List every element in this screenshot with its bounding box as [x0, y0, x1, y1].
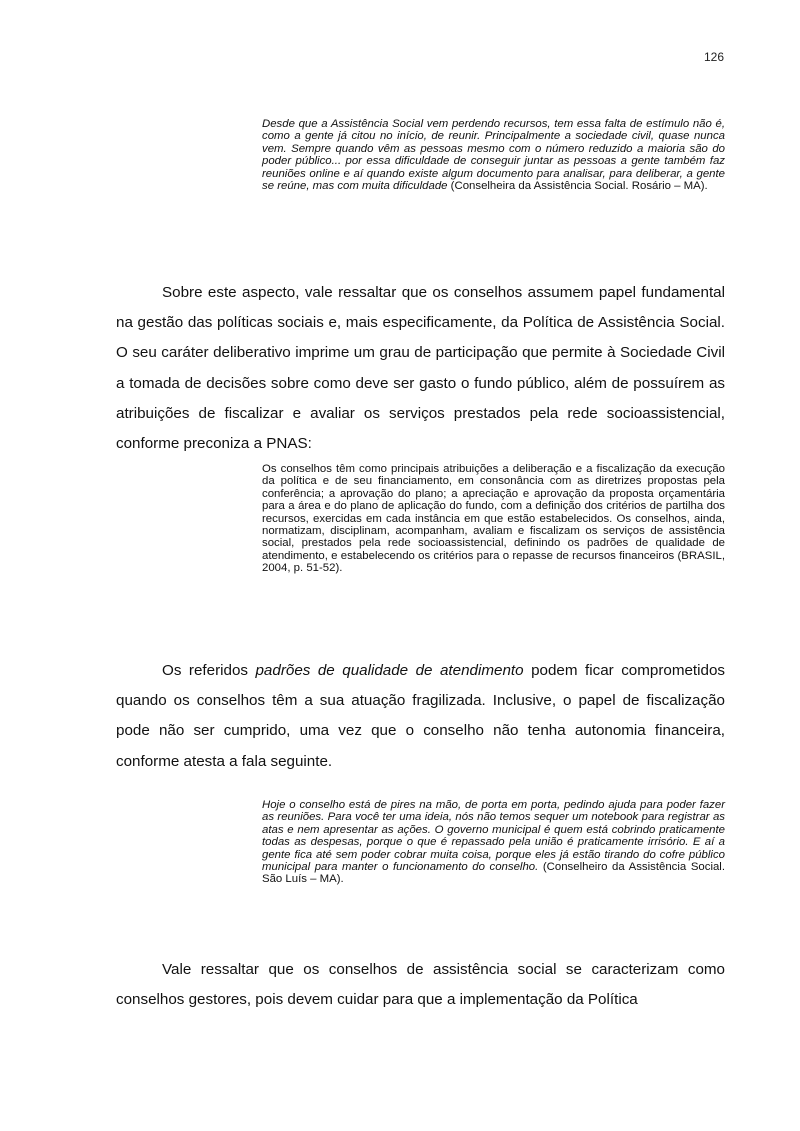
paragraph-text-pre: Os referidos [162, 662, 256, 679]
quote-text: Hoje o conselho está de pires na mão, de porta em porta, pedindo ajuda para poder fazer as reuniões. Para você ter uma ideia, nós não temos sequer um notebook para registrar as atas e nem apresentar as ações. O governo municipal é quem está cobrindo praticamente todas as despesas, porque o que é repassado pela união é praticamente irrisório. E aí a gente fica até sem poder cobrar muita coisa, porque eles já estão tirando do cofre público municipal para manter o funcionamento do conselho. [262, 799, 725, 874]
block-quote-rosario [262, 118, 725, 192]
quote-attribution: (Conselheira da Assistência Social. Rosário – MA). [447, 180, 708, 193]
block-quote-pnas: Os conselhos têm como principais atribuições a deliberação e a fiscalização da execução da política e de seu financiamento, em consonância com as diretrizes propostas pela conferência; a aprovação do plano; a apreciação e aprovação da proposta orçamentária para a área e do plano de aplicação do fundo, com a definição dos critérios de partilha dos recursos, exercidas em cada instância em que estão estabelecidos. Os conselhos, ainda, normatizam, disciplinam, acompanham, avaliam e fiscalizam os serviços de assistência social, prestados pela rede socioassistencial, definindo os padrões de qualidade de atendimento, e estabelecendo os critérios para o repasse de recursos financeiros (BRASIL, 2004, p. 51-52). [262, 463, 725, 575]
paragraph-conselhos-papel: Sobre este aspecto, vale ressaltar que os conselhos assumem papel fundamental na gestão das políticas sociais e, mais especificamente, da Política de Assistência Social. O seu caráter deliberativo imprime um grau de participação que permite à Sociedade Civil a tomada de decisões sobre como deve ser gasto o fundo público, além de possuírem as atribuições de fiscalizar e avaliar os serviços prestados pela rede socioassistencial, conforme preconiza a PNAS: [116, 284, 725, 453]
page-number: 126 [703, 50, 724, 64]
paragraph-padroes-qualidade [116, 656, 725, 777]
paragraph-italic-term: padrões de qualidade de atendimento [255, 662, 524, 679]
quote-text: Desde que a Assistência Social vem perdendo recursos, tem essa falta de estímulo não é, como a gente já citou no início, de reunir. Principalmente a sociedade civil, quase nunca vem. Sempre quando vêm as pessoas mesmo com o número reduzido a maioria são do poder público... por essa dificuldade de conseguir juntar as pessoas a gente também faz reuniões online e aí quando existe algum documento para analisar, para deliberar, a gente se reúne, mas com muita dificuldade [262, 118, 725, 193]
quote-attribution: (Conselheiro da Assistência Social. São Luís – MA). [262, 861, 726, 886]
block-quote-sao-luis [262, 799, 725, 886]
paragraph-conselhos-gestores: Vale ressaltar que os conselhos de assistência social se caracterizam como conselhos gestores, pois devem cuidar para que a implementação da Política [116, 961, 725, 1009]
paragraph-text-post: podem ficar comprometidos quando os conselhos têm a sua atuação fragilizada. Inclusive, o papel de fiscalização pode não ser cumprido, uma vez que o conselho não tenha autonomia financeira, conforme atesta a fala seguinte. [116, 662, 726, 770]
